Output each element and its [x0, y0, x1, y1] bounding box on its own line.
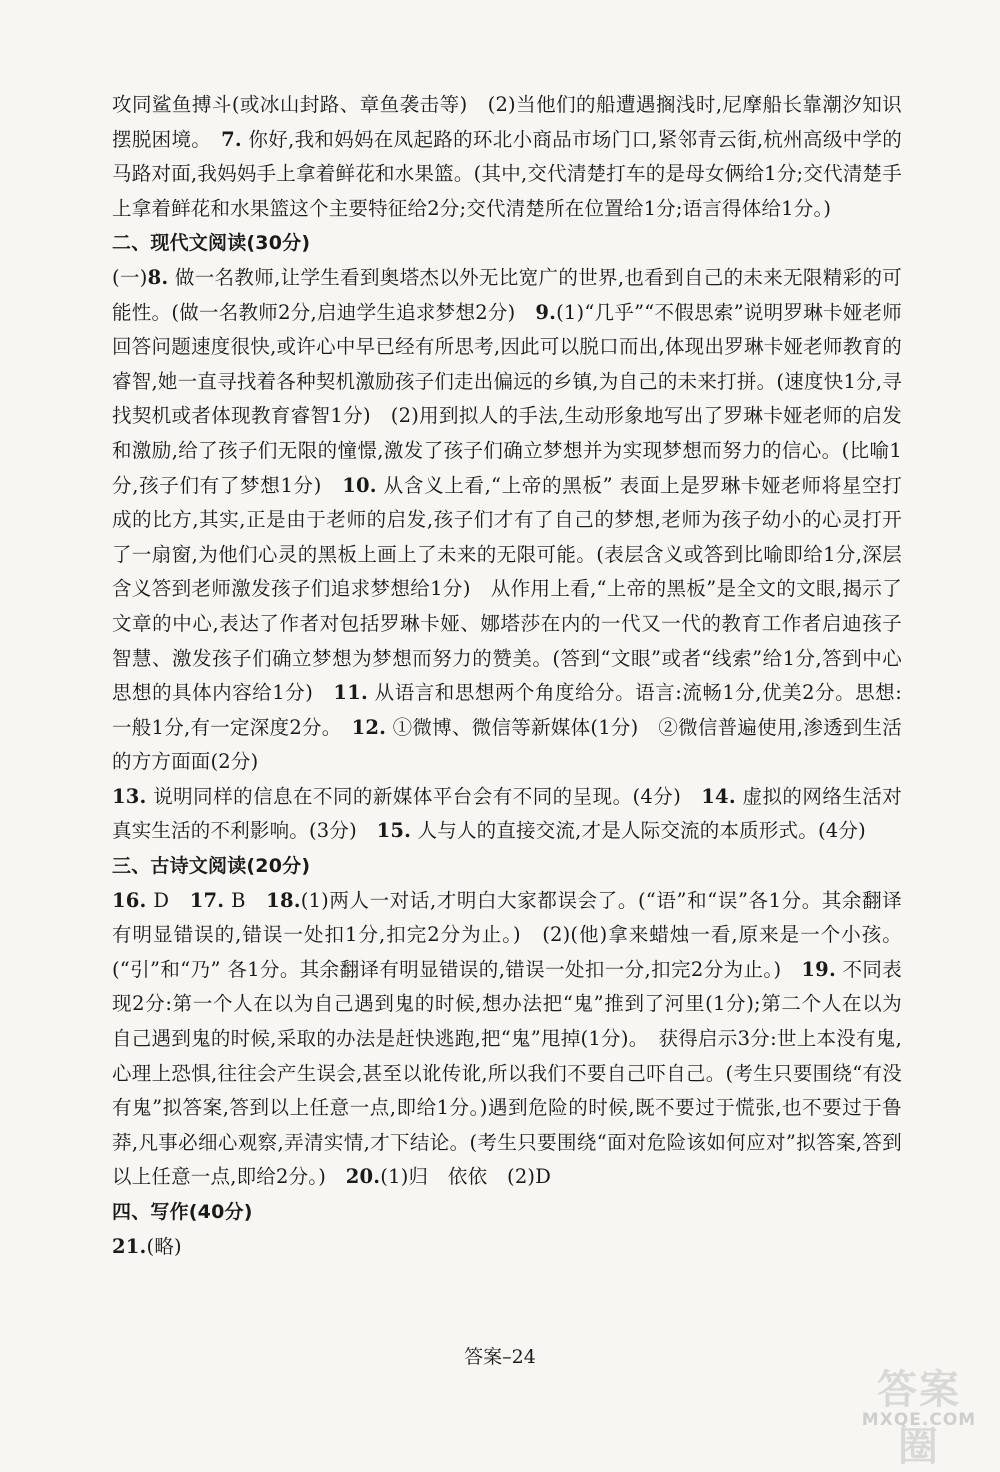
section-heading-writing: 四、写作(40分): [112, 1201, 253, 1223]
question-number: 12.: [351, 715, 387, 739]
watermark-url: MXQE.COM: [861, 1410, 977, 1430]
text-run: 你好,我和妈妈在凤起路的环北小商品市场门口,紧邻青云街,杭州高级中学的马路对面,我妈妈手上拿着鲜花和水果篮。(其中,交代清楚打车的是母女俩给1分;交代清楚手上拿着鲜花和水果篮这个主要特征给2分;交代清楚所在位置给1分;语言得体给1分。): [112, 127, 902, 220]
watermark-title: 答案圈: [877, 1367, 961, 1470]
question-number: 19.: [801, 957, 836, 981]
question-number: 17.: [189, 888, 225, 912]
question-number: 8.: [147, 265, 169, 289]
paragraph-q6-q7: [112, 88, 902, 226]
question-number: 15.: [376, 819, 412, 843]
text-run: (1)两人一对话,才明白大家都误会了。(“语”和“误”各1分。其余翻译有明显错误的,错误一处扣1分,扣完2分为止。) (2)(他)拿来蜡烛一看,原来是一个小孩。(“引”和“乃” 各1分。其余翻译有明显错误的,错误一处扣一分,扣完2分为止。): [112, 888, 902, 981]
text-run: 虚拟的网络生活对真实生活的不利影响。(3分): [112, 784, 902, 843]
text-run: 从语言和思想两个角度给分。语言:流畅1分,优美2分。思想:一般1分,有一定深度2分。: [112, 681, 902, 739]
question-number: 18.: [266, 888, 301, 912]
text-run: 攻同鲨鱼搏斗(或冰山封路、章鱼袭击等) (2)当他们的船遭遇搁浅时,尼摩船长靠潮汐知识摆脱困境。: [112, 93, 902, 151]
text-run: 做一名教师,让学生看到奥塔杰以外无比宽广的世界,也看到自己的未来无限精彩的可能性。(做一名教师2分,启迪学生追求梦想2分): [112, 265, 902, 324]
question-number: 13.: [112, 784, 147, 808]
text-run: 人与人的直接交流,才是人际交流的本质形式。(4分): [411, 819, 866, 843]
text-run: 从含义上看,“上帝的黑板” 表面上是罗琳卡娅老师将星空打成的比方,其实,正是由于老师的启发,孩子们才有了自己的梦想,老师为孩子幼小的心灵打开了一扇窗,为他们心灵的黑板上画上了未来的无限可能。(表层含义或答到比喻即给1分,深层含义答到老师激发孩子们追求梦想给1分) 从作用上看,“上帝的黑板”是全文的文眼,揭示了文章的中心,表达了作者对包括罗琳卡娅、娜塔莎在内的一代又一代的教育工作者启迪孩子智慧、激发孩子们确立梦想为梦想而努力的赞美。(答到“文眼”或者“线索”给1分,答到中心思想的具体内容给1分): [112, 473, 902, 705]
text-run: D: [146, 888, 190, 912]
question-number: 9.: [535, 300, 557, 324]
paragraph-q21: [112, 1230, 902, 1265]
section-heading-classical-reading: 三、古诗文阅读(20分): [112, 855, 311, 878]
text-run: (一): [112, 265, 148, 289]
question-number: 21.: [112, 1234, 147, 1258]
text-run: (1)归 依依 (2)D: [380, 1165, 552, 1189]
text-run: ①微博、微信等新媒体(1分) ②微信普遍使用,渗透到生活的方方面面(2分): [112, 715, 903, 774]
page-number: 答案–24: [464, 1346, 536, 1368]
question-number: 10.: [342, 473, 377, 497]
watermark-logo: [860, 1358, 978, 1470]
question-number: 11.: [333, 681, 368, 705]
section-heading-modern-reading: 二、现代文阅读(30分): [112, 232, 311, 255]
question-number: 7.: [221, 127, 242, 151]
text-run: (1)“几乎”“不假思索”说明罗琳卡娅老师回答问题速度很快,或许心中早已经有所思考,因此可以脱口而出,体现出罗琳卡娅老师教育的睿智,她一直寻找着各种契机激励孩子们走出偏远的乡镇,为自己的未来打拼。(速度快1分,寻找契机或者体现教育睿智1分) (2)用到拟人的手法,生动形象地写出了罗琳卡娅老师的启发和激励,给了孩子们无限的憧憬,激发了孩子们确立梦想并为实现梦想而努力的信心。(比喻1分,孩子们有了梦想1分): [112, 300, 902, 497]
text-run: B: [224, 888, 267, 912]
paragraph-q13-q15: [112, 780, 902, 849]
question-number: 14.: [701, 784, 736, 808]
answer-content: [112, 88, 902, 1264]
question-number: 20.: [345, 1165, 381, 1189]
paragraph-q8-q12: [112, 261, 902, 780]
paragraph-q16-q20: [112, 884, 902, 1195]
text-run: 不同表现2分:第一个人在以为自己遇到鬼的时候,想办法把“鬼”推到了河里(1分);第二个人在以为自己遇到鬼的时候,采取的办法是赶快逃跑,把“鬼”甩掉(1分)。 获得启示3分:世上本没有鬼,心理上恐惧,往往会产生误会,甚至以讹传讹,所以我们不要自己吓自己。(考生只要围绕“有没有鬼”拟答案,答到以上任意一点,即给1分。)遇到危险的时候,既不要过于慌张,也不要过于鲁莽,凡事必细心观察,弄清实情,才下结论。(考生只要围绕“面对危险该如何应对”拟答案,答到以上任意一点,即给2分。): [112, 957, 903, 1189]
question-number: 16.: [112, 888, 147, 912]
text-run: (略): [146, 1234, 182, 1258]
text-run: 说明同样的信息在不同的新媒体平台会有不同的呈现。(4分): [146, 784, 702, 808]
